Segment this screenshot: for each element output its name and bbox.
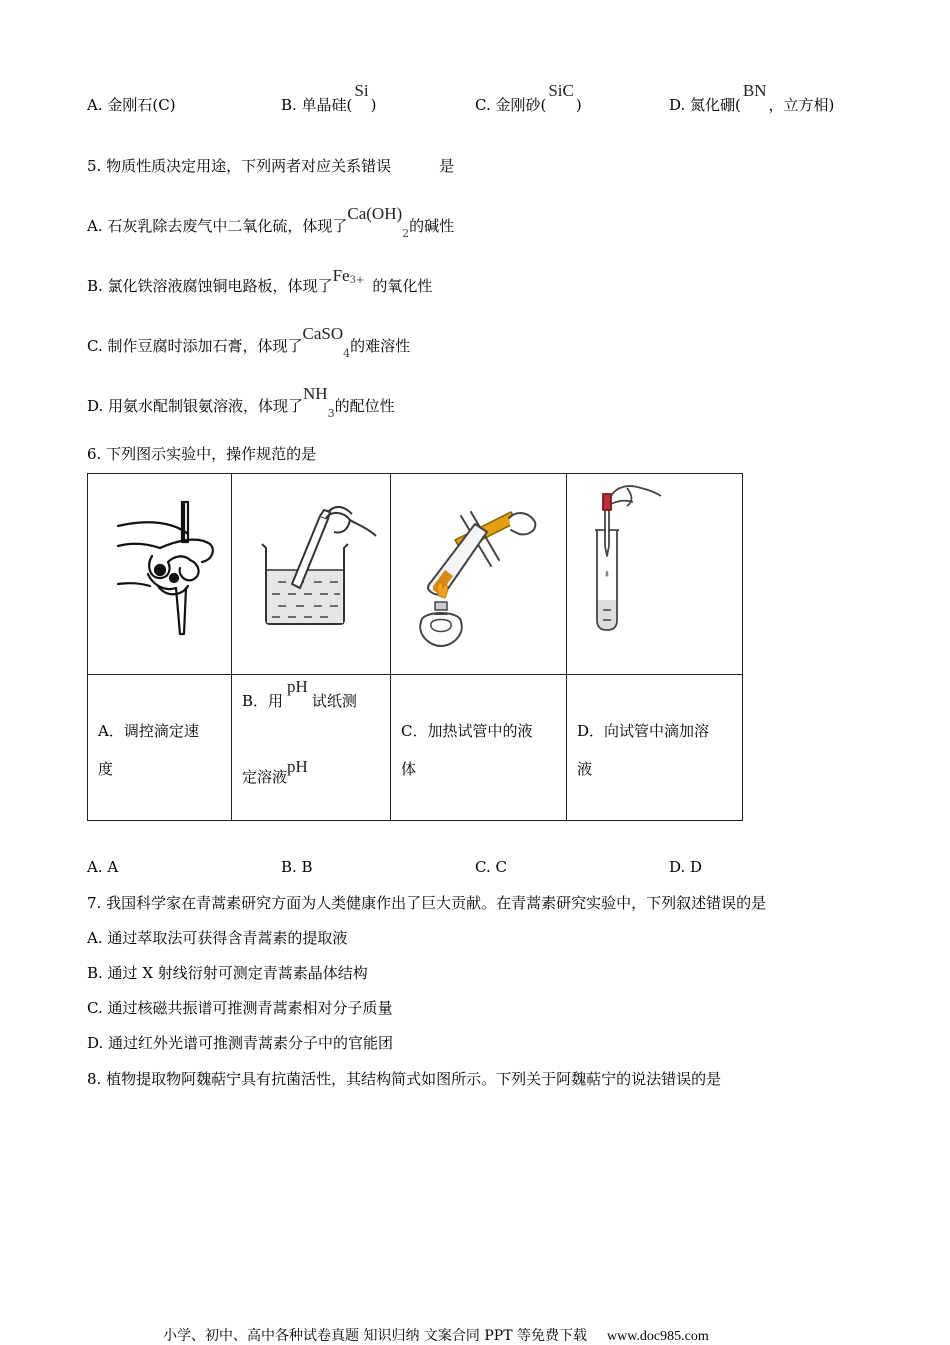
formula-si: Si (354, 81, 369, 100)
q7-option-a: A. 通过萃取法可获得含青蒿素的提取液 (87, 929, 348, 947)
q7-option-d: D. 通过红外光谱可推测青蒿素分子中的官能团 (87, 1034, 394, 1052)
q6-option-d: D. D (669, 858, 703, 876)
titration-hand-image (88, 474, 231, 670)
q6-cell-image-c (391, 474, 567, 675)
footer-text: 小学、初中、高中各种试卷真题 知识归纳 文案合同 PPT 等免费下载 (163, 1328, 587, 1344)
q7-option-b: B. 通过 X 射线衍射可测定青蒿素晶体结构 (87, 964, 368, 982)
formula-caso4: CaSO (302, 324, 344, 343)
q5-stem: 5. 物质性质决定用途，下列两者对应关系错误 是 (87, 157, 455, 175)
q5-option-d: D. 用氨水配制银氨溶液，体现了$NH_3$的配位性 (87, 384, 395, 420)
q7-stem: 7. 我国科学家在青蒿素研究方面为人类健康作出了巨大贡献。在青蒿素研究实验中，下列叙述错误的是 (87, 894, 767, 912)
q6-cell-label-a: A．调控滴定速 度 (88, 675, 232, 821)
ph-paper-beaker-image (232, 474, 390, 670)
q5-option-b: B. 氯化铁溶液腐蚀铜电路板，体现了$Fe^{3+}$ 的氧化性 (87, 266, 433, 295)
q6-label-row (88, 675, 743, 821)
heating-tube-image (391, 474, 566, 670)
q6-cell-label-b: B．用pH试纸测 定溶液pH (232, 675, 391, 821)
q4-option-b: B. 单晶硅(Si) (281, 81, 377, 114)
q6-option-b: B. B (281, 858, 313, 876)
q6-option-c: C. C (475, 858, 507, 876)
q6-cell-label-c: C．加热试管中的液 体 (391, 675, 567, 821)
footer (163, 1325, 709, 1345)
formula-fe3: Fe (332, 266, 350, 285)
formula-caoh2: Ca(OH) (347, 204, 403, 223)
formula-nh3: NH (303, 384, 328, 403)
q6-cell-image-b (232, 474, 391, 675)
q4-option-c: C. 金刚砂(SiC) (475, 81, 582, 114)
q8-stem: 8. 植物提取物阿魏萜宁具有抗菌活性，其结构简式如图所示。下列关于阿魏萜宁的说法错误的是 (87, 1070, 722, 1088)
q4-option-a: A. 金刚石(C) (87, 96, 176, 114)
q5-option-a: A. 石灰乳除去废气中二氧化硫，体现了$Ca(OH)_2$的碱性 (87, 204, 455, 240)
q6-image-row (88, 474, 743, 675)
footer-link[interactable]: www.doc985.com (606, 1329, 709, 1344)
formula-bn: BN (742, 81, 767, 100)
formula-sic: SiC (548, 81, 574, 100)
q6-cell-image-a (88, 474, 232, 675)
q6-option-a: A. A (87, 858, 119, 876)
q6-stem: 6. 下列图示实验中，操作规范的是 (87, 445, 317, 463)
q7-option-c: C. 通过核磁共振谱可推测青蒿素相对分子质量 (87, 999, 393, 1017)
q6-cell-image-d (567, 474, 743, 675)
q6-table (87, 473, 743, 821)
dropper-test-tube-image (567, 474, 742, 670)
q5-option-c: C. 制作豆腐时添加石膏，体现了CaSO$_4$的难溶性 (87, 324, 411, 360)
q4-option-d: D. 氮化硼(BN，立方相) (669, 81, 835, 114)
q6-cell-label-d: D．向试管中滴加溶 液 (567, 675, 743, 821)
